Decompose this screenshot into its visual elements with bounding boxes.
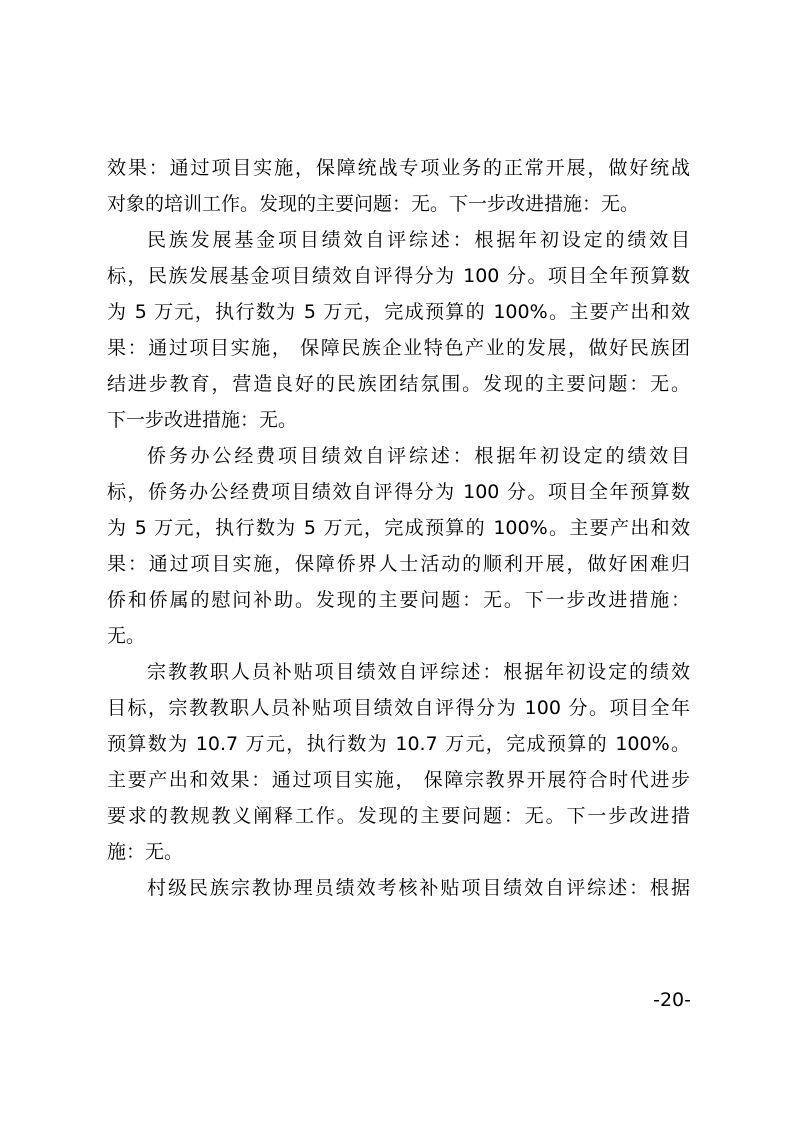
text-line: 无。 (107, 625, 146, 647)
text-line: 主要产出和效果：通过项目实施， 保障宗教界开展符合时代进步 (107, 769, 690, 791)
paragraph-start-line: 侨务办公经费项目绩效自评综述：根据年初设定的绩效目 (147, 445, 690, 467)
text-line: 果：通过项目实施，保障侨界人士活动的顺利开展，做好困难归 (107, 553, 690, 575)
text-line: 预算数为 10.7 万元，执行数为 10.7 万元，完成预算的 100%。 (107, 733, 690, 755)
text-line: 标，民族发展基金项目绩效自评得分为 100 分。项目全年预算数 (107, 265, 690, 287)
text-line: 目标，宗教教职人员补贴项目绩效自评得分为 100 分。项目全年 (107, 697, 690, 719)
text-line: 结进步教育，营造良好的民族团结氛围。发现的主要问题：无。 (107, 373, 690, 395)
text-line: 侨和侨属的慰问补助。发现的主要问题：无。下一步改进措施： (107, 589, 690, 611)
text-line: 下一步改进措施：无。 (107, 409, 298, 431)
text-line: 要求的教规教义阐释工作。发现的主要问题：无。下一步改进措 (107, 805, 690, 827)
text-line: 为 5 万元，执行数为 5 万元，完成预算的 100%。主要产出和效 (107, 301, 690, 323)
text-line: 施：无。 (107, 841, 184, 863)
text-line: 标，侨务办公经费项目绩效自评得分为 100 分。项目全年预算数 (107, 481, 690, 503)
paragraph-start-line: 宗教教职人员补贴项目绩效自评综述：根据年初设定的绩效 (147, 661, 690, 683)
paragraph-start-line: 民族发展基金项目绩效自评综述：根据年初设定的绩效目 (147, 229, 690, 251)
text-line: 效果：通过项目实施，保障统战专项业务的正常开展，做好统战 (107, 157, 690, 179)
text-line: 为 5 万元，执行数为 5 万元，完成预算的 100%。主要产出和效 (107, 517, 690, 539)
paragraph-start-line: 村级民族宗教协理员绩效考核补贴项目绩效自评综述：根据 (147, 877, 690, 899)
text-line: 对象的培训工作。发现的主要问题：无。下一步改进措施：无。 (107, 193, 640, 215)
page-number: -20- (653, 989, 691, 1011)
text-line: 果：通过项目实施， 保障民族企业特色产业的发展，做好民族团 (107, 337, 690, 359)
